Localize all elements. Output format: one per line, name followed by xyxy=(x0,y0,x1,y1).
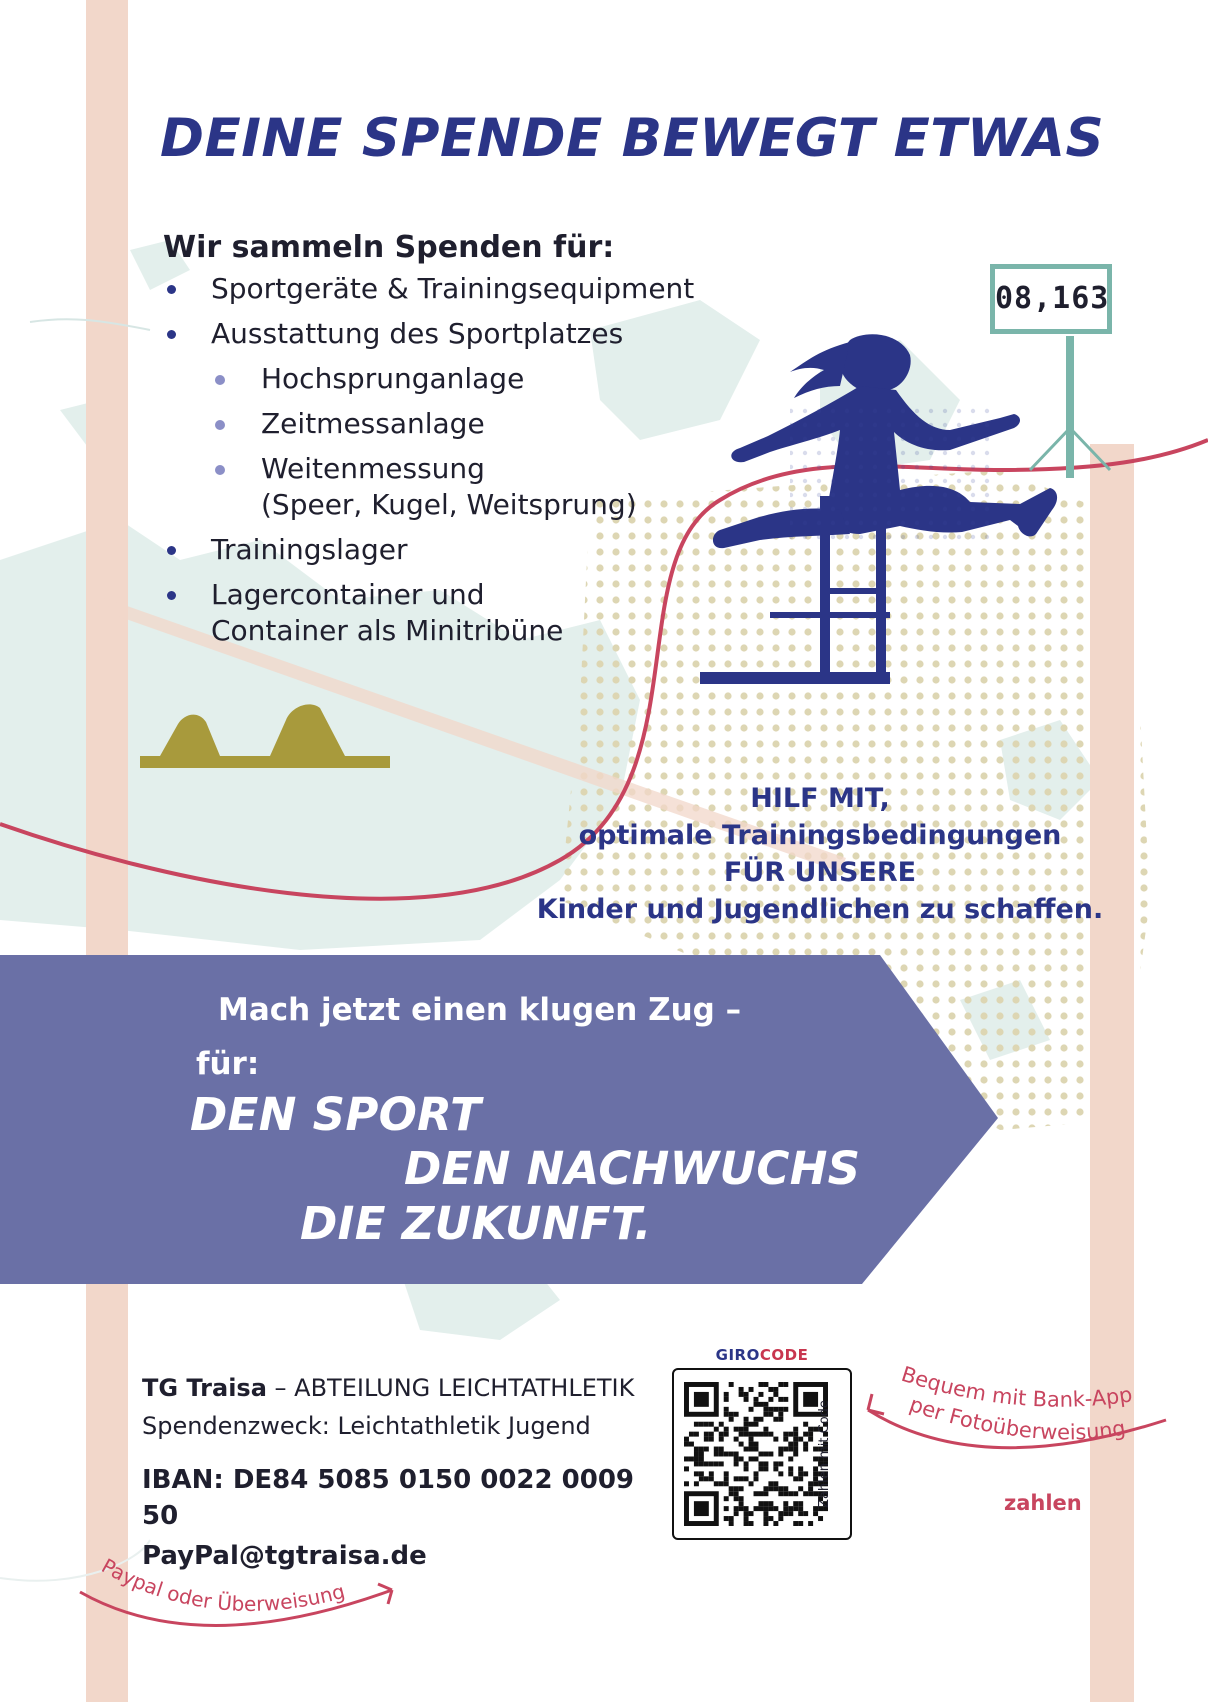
list-item-label-continued: Container als Minitribüne xyxy=(211,614,564,647)
bank-app-hint-line3: zahlen xyxy=(1004,1491,1082,1515)
help-line: HILF MIT, xyxy=(750,783,890,814)
list-item-label: Sportgeräte & Trainingsequipment xyxy=(211,272,695,305)
bank-app-hint-line2: per Fotoüberweisung xyxy=(906,1392,1128,1445)
iban: IBAN: DE84 5085 0150 0022 0009 50 xyxy=(142,1465,635,1531)
banner-call-line: für: xyxy=(196,1046,260,1082)
donation-list-heading: Wir sammeln Spenden für: xyxy=(163,230,615,265)
list-item-label: Lagercontainer und xyxy=(211,578,485,611)
banner-slogan-sport: DEN SPORT xyxy=(190,1088,482,1141)
sub-list-item-detail: (Speer, Kugel, Weitsprung) xyxy=(261,488,637,521)
list-item-label: Ausstattung des Sportplatzes xyxy=(211,317,624,350)
help-line: optimale Trainingsbedingungen xyxy=(578,820,1062,851)
page-title: DEINE SPENDE BEWEGT ETWAS xyxy=(160,108,1105,169)
bank-app-hint-line1: Bequem mit Bank-App xyxy=(898,1361,1134,1412)
donation-purpose: Spendenzweck: Leichtathletik Jugend xyxy=(142,1412,591,1440)
help-line: FÜR UNSERE xyxy=(723,857,917,888)
sub-list-item-label: Hochsprunganlage xyxy=(261,362,525,395)
sub-list-item-label: Zeitmessanlage xyxy=(261,407,485,440)
sub-list-item-label: Weitenmessung xyxy=(261,452,485,485)
scoreboard-display: 08,163 xyxy=(990,264,1112,334)
paypal-hint: Paypal oder Überweisung xyxy=(97,1553,348,1616)
banner-slogan-youth: DEN NACHWUCHS xyxy=(404,1142,861,1195)
help-line: Kinder und Jugendlichen zu schaffen. xyxy=(536,894,1104,925)
girocode-title-part: GIRO xyxy=(715,1346,760,1364)
paypal-address[interactable]: PayPal@tgtraisa.de xyxy=(142,1541,427,1571)
organization-department: – ABTEILUNG LEICHTATHLETIK xyxy=(266,1374,635,1402)
banner-slogan-future: DIE ZUKUNFT. xyxy=(300,1197,652,1250)
list-item-label: Trainingslager xyxy=(211,533,408,566)
girocode-side-label: Zahlen mit Code xyxy=(817,1400,832,1508)
girocode-title-part: CODE xyxy=(759,1346,809,1364)
banner-call-line: Mach jetzt einen klugen Zug – xyxy=(218,992,742,1028)
organization-short: TG Traisa xyxy=(142,1374,267,1402)
